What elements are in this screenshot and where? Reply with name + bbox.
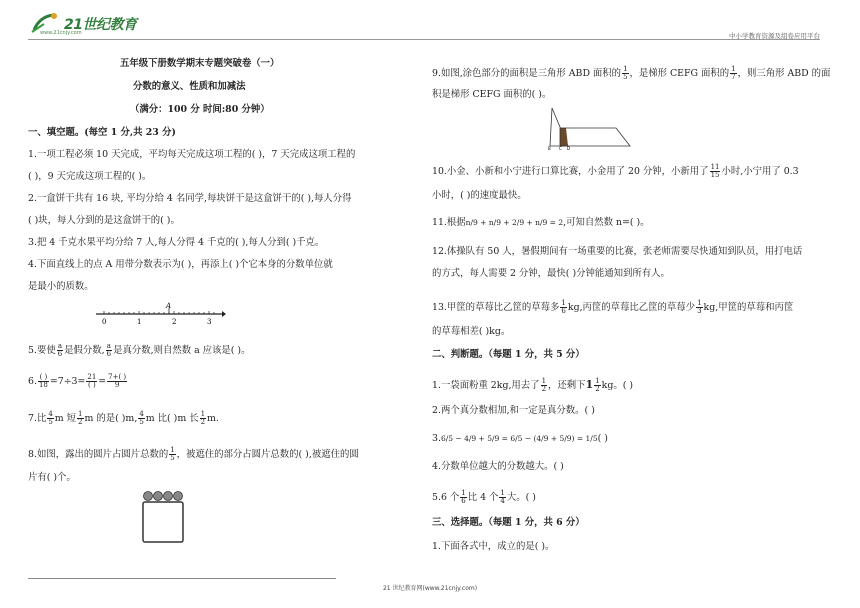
question-12a: 12.体操队有 50 人，暑假期间有一场重要的比赛，张老师需要尽快通知到队员，用打电话 <box>432 246 803 257</box>
question-13a: 13.甲筐的草莓比乙筐的草莓多 $\frac{1}{6}$ kg,丙筐的草莓比乙筐的草莓少 $\frac{1}{3}$ kg,甲筐的草莓和丙筐 <box>432 299 794 315</box>
svg-text:B: B <box>548 146 551 150</box>
choice-1: 1.下面各式中，成立的是( )。 <box>432 541 555 552</box>
question-8a: 8.如图，露出的圆片占圆片总数的 $\frac{1}{5}$ ，被遮住的部分占圆片总数的( ),被遮住的圆 <box>28 446 359 462</box>
question-5: 5.要使 $\frac{a}{6}$ 是假分数, $\frac{a}{6}$ 是真分数,则自然数 a 应该是( )。 <box>28 342 251 358</box>
fraction: $\frac{1}{4}$ <box>500 489 505 505</box>
coins-figure <box>140 488 186 544</box>
question-11: 11.根据n/9 + n/9 + 2/9 + n/9 = 2,可知自然数 n=( )。 <box>432 217 650 228</box>
fraction: $\frac{1}{5}$ <box>170 446 175 462</box>
footer-divider <box>28 578 336 579</box>
fraction: $\frac{1}{7}$ <box>731 65 736 81</box>
fraction: $\frac{a}{6}$ <box>57 342 63 358</box>
header-divider <box>28 39 820 40</box>
fraction: $\frac{1}{3}$ <box>697 299 702 315</box>
svg-text:C: C <box>559 146 562 150</box>
fraction: $\frac{11}{15}$ <box>710 163 720 179</box>
logo-text: 21世纪教育 <box>64 17 137 33</box>
fraction: $\frac{1}{2}$ <box>595 377 600 393</box>
question-10b: 小时，( )的速度最快。 <box>432 190 527 201</box>
judge-1: 1.一袋面粉重 2kg,用去了 $\frac{1}{2}$ ，还剩下1 $\frac{1}{2}$ kg。( ) <box>432 377 634 393</box>
judge-4: 4.分数单位越大的分数越大。( ) <box>432 461 564 472</box>
fraction: $\frac{1}{5}$ <box>623 65 628 81</box>
question-10a: 10.小金、小新和小宁进行口算比赛，小金用了 20 分钟，小新用了 $\frac{11}{15}$ 小时,小宁用了 0.3 <box>432 163 799 179</box>
question-13b: 的草莓相差( )kg。 <box>432 326 511 337</box>
tick-label-0: 0 <box>102 318 107 326</box>
question-3: 3.把 4 千克水果平均分给 7 人,每人分得 4 千克的( ),每人分到( )千克。 <box>28 237 325 248</box>
platform-label: 中小学教育资源及组卷应用平台 <box>729 32 820 40</box>
fraction: $\frac{1}{2}$ <box>78 410 83 426</box>
fraction: $\frac{( )}{18}$ <box>38 373 48 389</box>
page-subtitle: 分数的意义、性质和加减法 <box>133 81 246 92</box>
point-a-label: A <box>166 302 172 310</box>
question-2a: 2.一盒饼干共有 16 块, 平均分给 4 名同学,每块饼干是这盒饼干的( ),每人分得 <box>28 193 352 204</box>
question-1b: ( )，9 天完成这项工程的( )。 <box>28 171 152 182</box>
fraction: $\frac{1}{2}$ <box>541 377 547 393</box>
question-1a: 1.一项工程必须 10 天完成，平均每天完成这项工程的( )，7 天完成这项工程的 <box>28 149 356 160</box>
section-heading-fill: 一、填空题。(每空 1 分,共 23 分) <box>28 127 176 138</box>
question-4a: 4.下面直线上的点 A 用带分数表示为( )，再添上( )个它本身的分数单位就 <box>28 259 333 270</box>
fraction: $\frac{4}{5}$ <box>139 410 144 426</box>
page-title: 五年级下册数学期末专题突破卷（一） <box>120 58 280 69</box>
tick-label-2: 2 <box>172 318 177 326</box>
question-6: 6. $\frac{( )}{18}$ =7÷3= $\frac{21}{( )}$ = $\frac{7+( )}{9}$ <box>28 373 127 389</box>
fraction: $\frac{1}{2}$ <box>200 410 206 426</box>
question-9a: 9.如图,涂色部分的面积是三角形 ABD 面积的 $\frac{1}{5}$ ，是梯形 CEFG 面积的 $\frac{1}{7}$ ，则三角形 ABD 的面 <box>432 65 831 81</box>
fraction: $\frac{1}{6}$ <box>461 489 466 505</box>
triangle-trapezoid-figure <box>546 104 632 150</box>
logo-url: www.21cnjy.com <box>40 30 82 36</box>
tick-label-1: 1 <box>137 318 142 326</box>
question-7: 7.比 $\frac{4}{5}$ m 短 $\frac{1}{2}$ m 的是( )m, $\frac{4}{5}$ m 比( )m 长 $\frac{1}{2}$ m. <box>28 410 219 426</box>
fraction: $\frac{1}{6}$ <box>561 299 566 315</box>
judge-2: 2.两个真分数相加,和一定是真分数。( ) <box>432 405 595 416</box>
question-9b: 积是梯形 CEFG 面积的( )。 <box>432 89 552 100</box>
number-line-figure <box>96 300 226 326</box>
section-heading-choice: 三、选择题。（每题 1 分，共 6 分） <box>432 517 585 528</box>
fraction: $\frac{a}{6}$ <box>106 342 112 358</box>
judge-5: 5.6 个 $\frac{1}{6}$ 比 4 个 $\frac{1}{4}$ 大。( ) <box>432 489 536 505</box>
score-time: （满分：100 分 时间:80 分钟） <box>130 104 270 115</box>
tick-label-3: 3 <box>207 318 212 326</box>
equation: 6/5 − 4/9 + 5/9 = 6/5 − (4/9 + 5/9) = 1/5 <box>440 434 598 443</box>
fraction: $\frac{7+( )}{9}$ <box>108 373 127 389</box>
fraction: $\frac{21}{( )}$ <box>87 373 97 389</box>
footer-text: 21 世纪教育网(www.21cnjy.com) <box>382 585 478 592</box>
judge-3: 3.6/5 − 4/9 + 5/9 = 6/5 − (4/9 + 5/9) = 1/5( ) <box>432 433 608 444</box>
question-12b: 的方式，每人需要 2 分钟，最快( )分钟能通知到所有人。 <box>432 268 670 279</box>
equation: n/9 + n/9 + 2/9 + n/9 = 2 <box>465 218 564 227</box>
question-2b: ( )块，每人分到的是这盒饼干的( )。 <box>28 215 180 226</box>
section-heading-judge: 二、判断题。（每题 1 分，共 5 分） <box>432 349 585 360</box>
svg-text:D: D <box>567 146 571 150</box>
fraction: $\frac{4}{5}$ <box>48 410 53 426</box>
question-4b: 是最小的质数。 <box>28 281 94 292</box>
question-8b: 片有( )个。 <box>28 472 76 483</box>
